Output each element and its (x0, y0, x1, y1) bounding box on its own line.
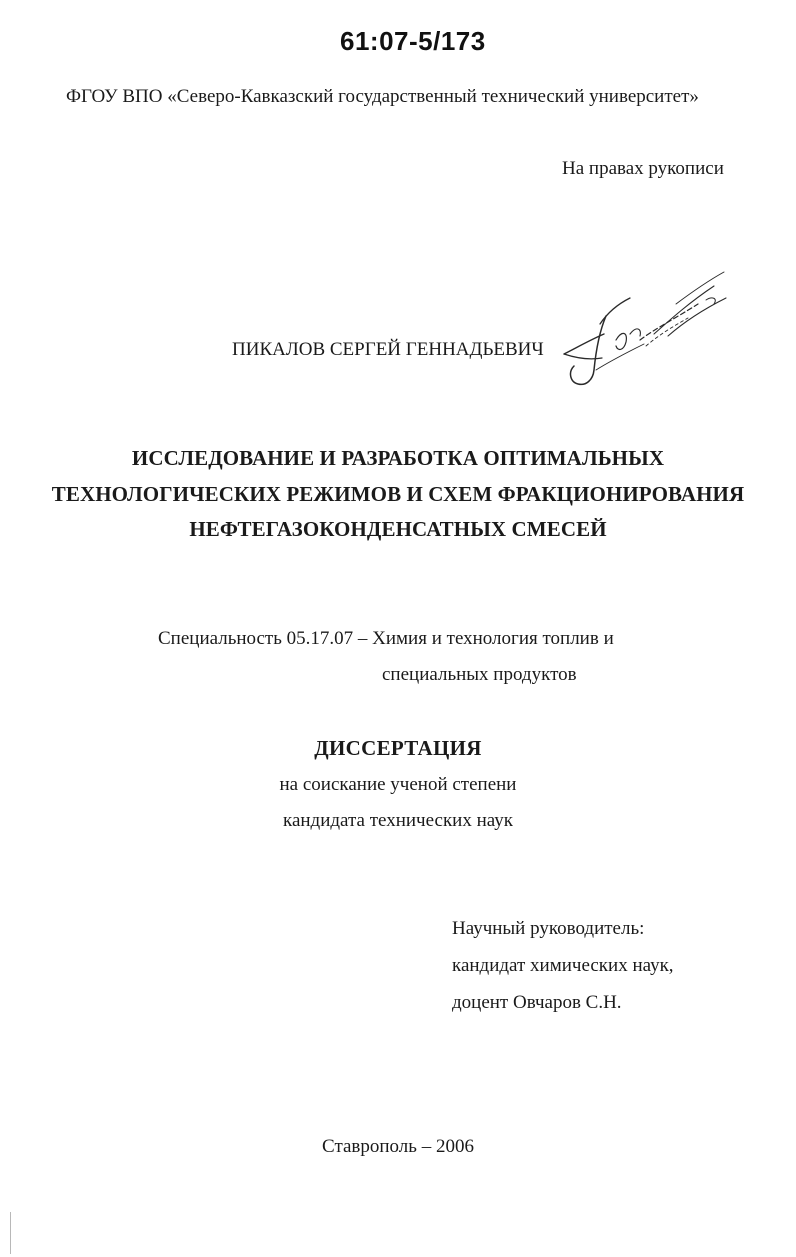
supervisor-degree: кандидат химических наук, (452, 955, 674, 976)
supervisor-label: Научный руководитель: (452, 918, 645, 939)
rights-note: На правах рукописи (562, 158, 724, 179)
title-line-3: НЕФТЕГАЗОКОНДЕНСАТНЫХ СМЕСЕЙ (189, 517, 607, 541)
library-stamp-code: 61:07-5/173 (340, 26, 486, 56)
specialty-line-2: специальных продуктов (382, 664, 577, 685)
specialty-line-1: Специальность 05.17.07 – Химия и технология топлив и (158, 628, 614, 649)
scan-edge-mark (10, 1212, 11, 1254)
city-year: Ставрополь – 2006 (322, 1136, 474, 1157)
title-line-2: ТЕХНОЛОГИЧЕСКИХ РЕЖИМОВ И СХЕМ ФРАКЦИОНИРОВАНИЯ (51, 482, 745, 506)
supervisor-name: доцент Овчаров С.Н. (452, 992, 622, 1013)
document-type-heading: ДИССЕРТАЦИЯ (314, 736, 482, 760)
title-line-1: ИССЛЕДОВАНИЕ И РАЗРАБОТКА ОПТИМАЛЬНЫХ (131, 446, 665, 470)
author-name: ПИКАЛОВ СЕРГЕЙ ГЕННАДЬЕВИЧ (232, 339, 544, 360)
handwritten-signature (556, 268, 736, 392)
degree-line-1: на соискание ученой степени (279, 774, 517, 795)
organization-name: ФГОУ ВПО «Северо-Кавказский государственный технический университет» (66, 86, 699, 107)
degree-line-2: кандидата технических наук (283, 810, 513, 831)
